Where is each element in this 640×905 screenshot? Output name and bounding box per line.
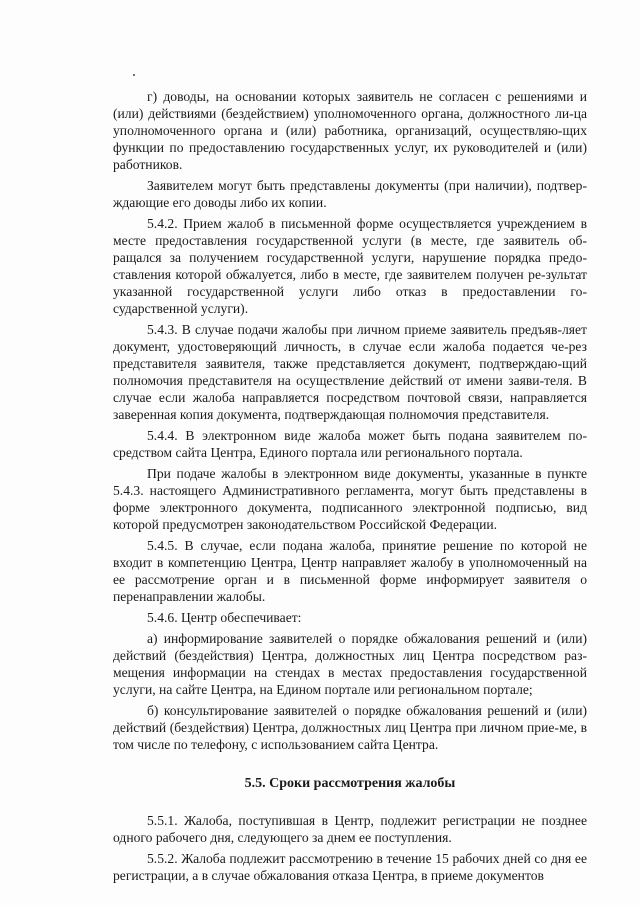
paragraph-item-a: а) информирование заявителей о порядке обжалования решений и (или) действий (бездействия) Центра, должностных лиц Центра посредством раз-мещения информации на стендах в местах предоставления государственной услуги, на сайте Центра, на Едином портале или региональном портале; bbox=[113, 631, 587, 697]
scan-artifact-dot bbox=[133, 74, 135, 76]
paragraph-documents: Заявителем могут быть представлены документы (при наличии), подтвер-ждающие его доводы либо их копии. bbox=[113, 178, 587, 210]
paragraph-5-4-4: 5.4.4. В электронном виде жалоба может быть подана заявителем по-средством сайта Центра, Единого портала или регионального портала. bbox=[113, 428, 587, 460]
document-body bbox=[113, 88, 587, 884]
section-heading: 5.5. Сроки рассмотрения жалобы bbox=[244, 776, 456, 791]
paragraph-item-g: г) доводы, на основании которых заявитель не согласен с решениями и (или) действиями (бездействием) уполномоченного органа, должностного ли-ца уполномоченного органа и (или) работника, организаций, осуществляю-щих функции по предоставлению государственных услуг, их руководителей и (или) работников. bbox=[113, 89, 587, 172]
paragraph-item-b: б) консультирование заявителей о порядке обжалования решений и (или) действий (бездействия) Центра, должностных лиц Центра при личном прие-ме, в том числе по телефону, с использованием сайта Центра. bbox=[113, 703, 587, 752]
paragraph-electronic-submission: При подаче жалобы в электронном виде документы, указанные в пункте 5.4.3. настоящего Административного регламента, могут быть представлены в форме электронного документа, подписанного электронной подписью, вид которой предусмотрен законодательством Российской Федерации. bbox=[113, 466, 587, 532]
paragraph-5-4-6: 5.4.6. Центр обеспечивает: bbox=[147, 610, 302, 625]
paragraph-5-5-2: 5.5.2. Жалоба подлежит рассмотрению в течение 15 рабочих дней со дня ее регистрации, а в случае обжалования отказа Центра, в приеме документов bbox=[113, 851, 587, 883]
paragraph-5-5-1: 5.5.1. Жалоба, поступившая в Центр, подлежит регистрации не позднее одного рабочего дня, следующего за днем ее поступления. bbox=[113, 813, 587, 845]
paragraph-5-4-3: 5.4.3. В случае подачи жалобы при личном приеме заявитель предъяв-ляет документ, удостоверяющий личность, в случае если жалоба подается че-рез представителя заявителя, также представляется документ, подтверждаю-щий полномочия представителя на осуществление действий от имени заяви-теля. В случае если жалоба направляется посредством почтовой связи, направляется заверенная копия документа, подтверждающая полномочия представителя. bbox=[113, 322, 587, 422]
paragraph-5-4-5: 5.4.5. В случае, если подана жалоба, принятие решение по которой не входит в компетенцию Центра, Центр направляет жалобу в уполномоченный на ее рассмотрение орган и в письменной форме информирует заявителя о перенаправлении жалобы. bbox=[113, 538, 587, 604]
paragraph-5-4-2: 5.4.2. Прием жалоб в письменной форме осуществляется учреждением в месте предоставления государственной услуги (в месте, где заявитель об-ращался за получением государственной услуги, нарушение порядка предо-ставления которой обжалуется, либо в месте, где заявителем получен ре-зультат указанной государственной услуги либо отказ в предоставлении го-сударственной услуги). bbox=[113, 216, 587, 316]
